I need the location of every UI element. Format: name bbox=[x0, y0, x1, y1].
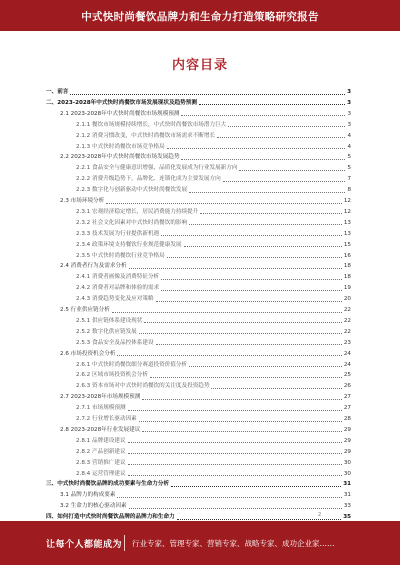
toc-entry-title: 3.2 生命力的核心驱动因素 bbox=[60, 503, 127, 510]
toc-entry-page: 20 bbox=[343, 296, 351, 303]
toc-leader-dots bbox=[129, 508, 342, 509]
toc-leader-dots bbox=[128, 410, 342, 411]
toc-entry-page: 27 bbox=[343, 394, 351, 401]
toc-leader-dots bbox=[139, 421, 342, 422]
toc-leader-dots bbox=[128, 475, 342, 476]
footer-slogan: 让每个人都能成为 bbox=[46, 540, 123, 550]
toc-entry-page: 22 bbox=[343, 328, 351, 335]
toc-entry-page: 13 bbox=[343, 219, 351, 226]
toc-leader-dots bbox=[184, 246, 342, 247]
toc-entry-title: 2.8.3 营销推广建议 bbox=[76, 459, 126, 466]
toc-entry-title: 2.5.3 食品安全及品控体系建设 bbox=[76, 339, 154, 346]
toc-entry-page: 3 bbox=[347, 110, 351, 117]
toc-entry-title: 2.7.2 行业增长驱动因素 bbox=[76, 416, 137, 422]
toc-entry-title: 2.2.1 食品安全与健康意识增强，品质化发展成为行业发展新方向 bbox=[76, 165, 238, 172]
toc-entry-page: 30 bbox=[343, 459, 351, 466]
toc-leader-dots bbox=[144, 322, 342, 323]
toc-entry-title: 2.2 2023-2028年中式快时尚餐饮市场发展趋势 bbox=[60, 154, 180, 161]
toc-leader-dots bbox=[223, 181, 346, 182]
toc-leader-dots bbox=[161, 290, 342, 291]
toc-leader-dots bbox=[128, 442, 342, 443]
toc-entry-title: 2.1.3 中式快时尚餐饮市场竞争格局 bbox=[76, 143, 165, 150]
toc-entry-page: 12 bbox=[343, 208, 351, 215]
footer-bar bbox=[0, 521, 400, 565]
footer-divider bbox=[124, 535, 125, 551]
toc-entry-page: 31 bbox=[343, 492, 351, 499]
toc-leader-dots bbox=[199, 104, 345, 105]
toc-entry-page: 35 bbox=[343, 514, 351, 521]
toc-leader-dots bbox=[161, 235, 342, 236]
toc-entry-page: 15 bbox=[343, 241, 351, 248]
toc-entry-page: 3 bbox=[347, 99, 351, 106]
toc-entry-title: 2.8 2023-2028年行业发展建议 bbox=[60, 426, 141, 433]
toc-leader-dots bbox=[161, 279, 342, 280]
toc-entry-page: 4 bbox=[347, 143, 351, 150]
toc-entry-title: 一、前言 bbox=[46, 89, 69, 95]
toc-entry-page: 27 bbox=[343, 405, 351, 412]
toc-entry-page: 12 bbox=[343, 198, 351, 204]
toc-entry-page: 29 bbox=[343, 437, 351, 444]
toc-entry-page: 23 bbox=[343, 339, 351, 346]
toc-entry-title: 2.3.5 中式快时尚餐饮行业竞争格局 bbox=[76, 252, 165, 259]
toc-entry-title: 2.8.1 品牌建设建议 bbox=[76, 437, 126, 444]
toc-entry-title: 2.1.1 餐饮市场规模持续增长，中式快时尚餐饮市场潜力巨大 bbox=[76, 121, 227, 128]
toc-entry-title: 2.2.2 消费升级趋势下，品牌化、连锁化成为主要发展方向 bbox=[76, 176, 221, 183]
toc-entry-title: 2.3.2 社会文化因素对中式快时尚餐饮的影响 bbox=[76, 219, 188, 226]
toc-entry-title: 2.2.3 数字化与创新驱动中式快时尚餐饮发展 bbox=[76, 187, 188, 194]
toc-leader-dots bbox=[150, 377, 342, 378]
toc-entry-page: 3 bbox=[347, 89, 351, 95]
toc-leader-dots bbox=[117, 355, 341, 356]
toc-entry-title: 2.8.2 产品创新建议 bbox=[76, 448, 126, 455]
toc-entry-title: 三、中式快时尚餐饮品牌的成功要素与生命力分析 bbox=[46, 481, 170, 488]
toc-entry-page: 22 bbox=[343, 307, 351, 313]
toc-leader-dots bbox=[228, 126, 345, 127]
toc-entry-page: 31 bbox=[343, 481, 351, 488]
footer-tagline: 行业专家、管理专家、营销专家、战略专家、成功企业家…… bbox=[132, 539, 335, 548]
toc-leader-dots bbox=[156, 344, 342, 345]
toc-entry-page: 4 bbox=[347, 132, 351, 139]
toc-entry-title: 2.5.2 数字化供应链发展 bbox=[76, 328, 137, 335]
toc-entry-title: 2.3.1 宏观经济稳定增长，居民消费能力持续提升 bbox=[76, 208, 199, 215]
toc-entry-title: 2.3.3 技术发展为行业提供新机遇 bbox=[76, 230, 160, 237]
toc-leader-dots bbox=[189, 366, 342, 367]
toc-entry-title: 2.1 2023-2028年中式快时尚餐饮市场规模预测 bbox=[60, 110, 180, 117]
toc-entry-page: 26 bbox=[343, 383, 351, 390]
toc-leader-dots bbox=[106, 203, 342, 204]
toc-entry-page: 8 bbox=[347, 187, 351, 194]
toc-leader-dots bbox=[211, 388, 341, 389]
toc-leader-dots bbox=[167, 257, 342, 258]
toc-entry-title: 2.3.4 政策环境支持餐饮行业规范健康发展 bbox=[76, 241, 182, 248]
toc-entry-page: 18 bbox=[343, 263, 351, 270]
toc-leader-dots bbox=[70, 94, 345, 95]
toc-entry-title: 2.3 市场环境分析 bbox=[60, 198, 105, 204]
toc-entry-title: 2.6.1 中式快时尚餐饮细分赛道投资价值分析 bbox=[76, 361, 188, 368]
toc-entry-title: 2.5 行业供应链分析 bbox=[60, 307, 110, 313]
toc-leader-dots bbox=[239, 170, 345, 171]
toc-leader-dots bbox=[177, 519, 342, 520]
toc-entry-title: 2.4.2 消费者对品牌和体验的需求 bbox=[76, 285, 160, 292]
toc-leader-dots bbox=[217, 137, 345, 138]
toc-entry-page: 24 bbox=[343, 350, 351, 357]
toc-leader-dots bbox=[181, 115, 345, 116]
toc-entry-page: 7 bbox=[347, 176, 351, 183]
toc-entry-title: 2.4.3 消费趋势变化及应对策略 bbox=[76, 296, 154, 303]
toc-entry-title: 2.7.1 市场规模预测 bbox=[76, 405, 126, 412]
toc-entry-title: 2.6 市场投资机会分析 bbox=[60, 350, 116, 357]
toc-entry-title: 3.1 品牌力的构成要素 bbox=[60, 492, 116, 499]
toc-leader-dots bbox=[167, 148, 346, 149]
toc-leader-dots bbox=[117, 497, 341, 498]
toc-leader-dots bbox=[200, 213, 342, 214]
toc-entry-page: 24 bbox=[343, 361, 351, 368]
toc-leader-dots bbox=[112, 312, 342, 313]
toc-leader-dots bbox=[129, 268, 342, 269]
toc-leader-dots bbox=[139, 333, 342, 334]
toc-leader-dots bbox=[142, 399, 342, 400]
toc-entry-page: 19 bbox=[343, 285, 351, 292]
toc-entry-page: 16 bbox=[343, 252, 351, 259]
toc-entry-page: 5 bbox=[347, 154, 351, 161]
toc-entry-page: 29 bbox=[343, 448, 351, 455]
page-number: 2 bbox=[318, 512, 322, 518]
toc-leader-dots bbox=[142, 431, 342, 432]
toc-entry-page: 5 bbox=[347, 165, 351, 172]
toc-leader-dots bbox=[189, 192, 345, 193]
report-title: 中式快时尚餐饮品牌力和生命力打造策略研究报告 bbox=[81, 11, 319, 23]
toc-entry-title: 2.6.3 资本市场对中式快时尚餐饮的关注度及投资趋势 bbox=[76, 383, 210, 390]
toc-entry-title: 2.6.2 区域市场投资机会分析 bbox=[76, 372, 148, 379]
toc-leader-dots bbox=[128, 453, 342, 454]
toc-entry-page: 29 bbox=[343, 426, 351, 433]
toc-leader-dots bbox=[171, 486, 341, 487]
toc-entry-title: 四、如何打造中式快时尚餐饮品牌的品牌力和生命力 bbox=[46, 514, 175, 521]
toc-entry-page: 33 bbox=[343, 503, 351, 510]
toc-entry-title: 2.4.1 消费者画像及消费特征分析 bbox=[76, 274, 160, 281]
toc-leader-dots bbox=[128, 464, 342, 465]
toc-entry-page: 30 bbox=[343, 470, 351, 477]
toc-heading: 内容目录 bbox=[171, 58, 228, 73]
toc-entry-page: 13 bbox=[343, 230, 351, 237]
toc-entry-title: 2.1.2 消费习惯改变，中式快时尚餐饮市场需求不断增长 bbox=[76, 132, 216, 139]
toc-entry-title: 2.5.1 供应链体系建设现状 bbox=[76, 317, 143, 324]
toc-entry-title: 二、2023-2028年中式快时尚餐饮市场发展现状及趋势预测 bbox=[46, 99, 197, 106]
toc-entry-page: 18 bbox=[343, 274, 351, 281]
toc-leader-dots bbox=[181, 159, 345, 160]
toc-entry-title: 2.4 消费者行为及需求分析 bbox=[60, 263, 127, 270]
toc-entry-page: 22 bbox=[343, 317, 351, 324]
toc-leader-dots bbox=[189, 224, 342, 225]
toc-entry-page: 3 bbox=[347, 121, 351, 128]
toc-entry-title: 2.8.4 运营管理建议 bbox=[76, 470, 126, 477]
toc-leader-dots bbox=[156, 301, 342, 302]
toc-entry-page: 25 bbox=[343, 372, 351, 379]
toc-entry-title: 2.7 2023-2028年市场规模预测 bbox=[60, 394, 141, 401]
toc-entry-page: 28 bbox=[343, 416, 351, 422]
